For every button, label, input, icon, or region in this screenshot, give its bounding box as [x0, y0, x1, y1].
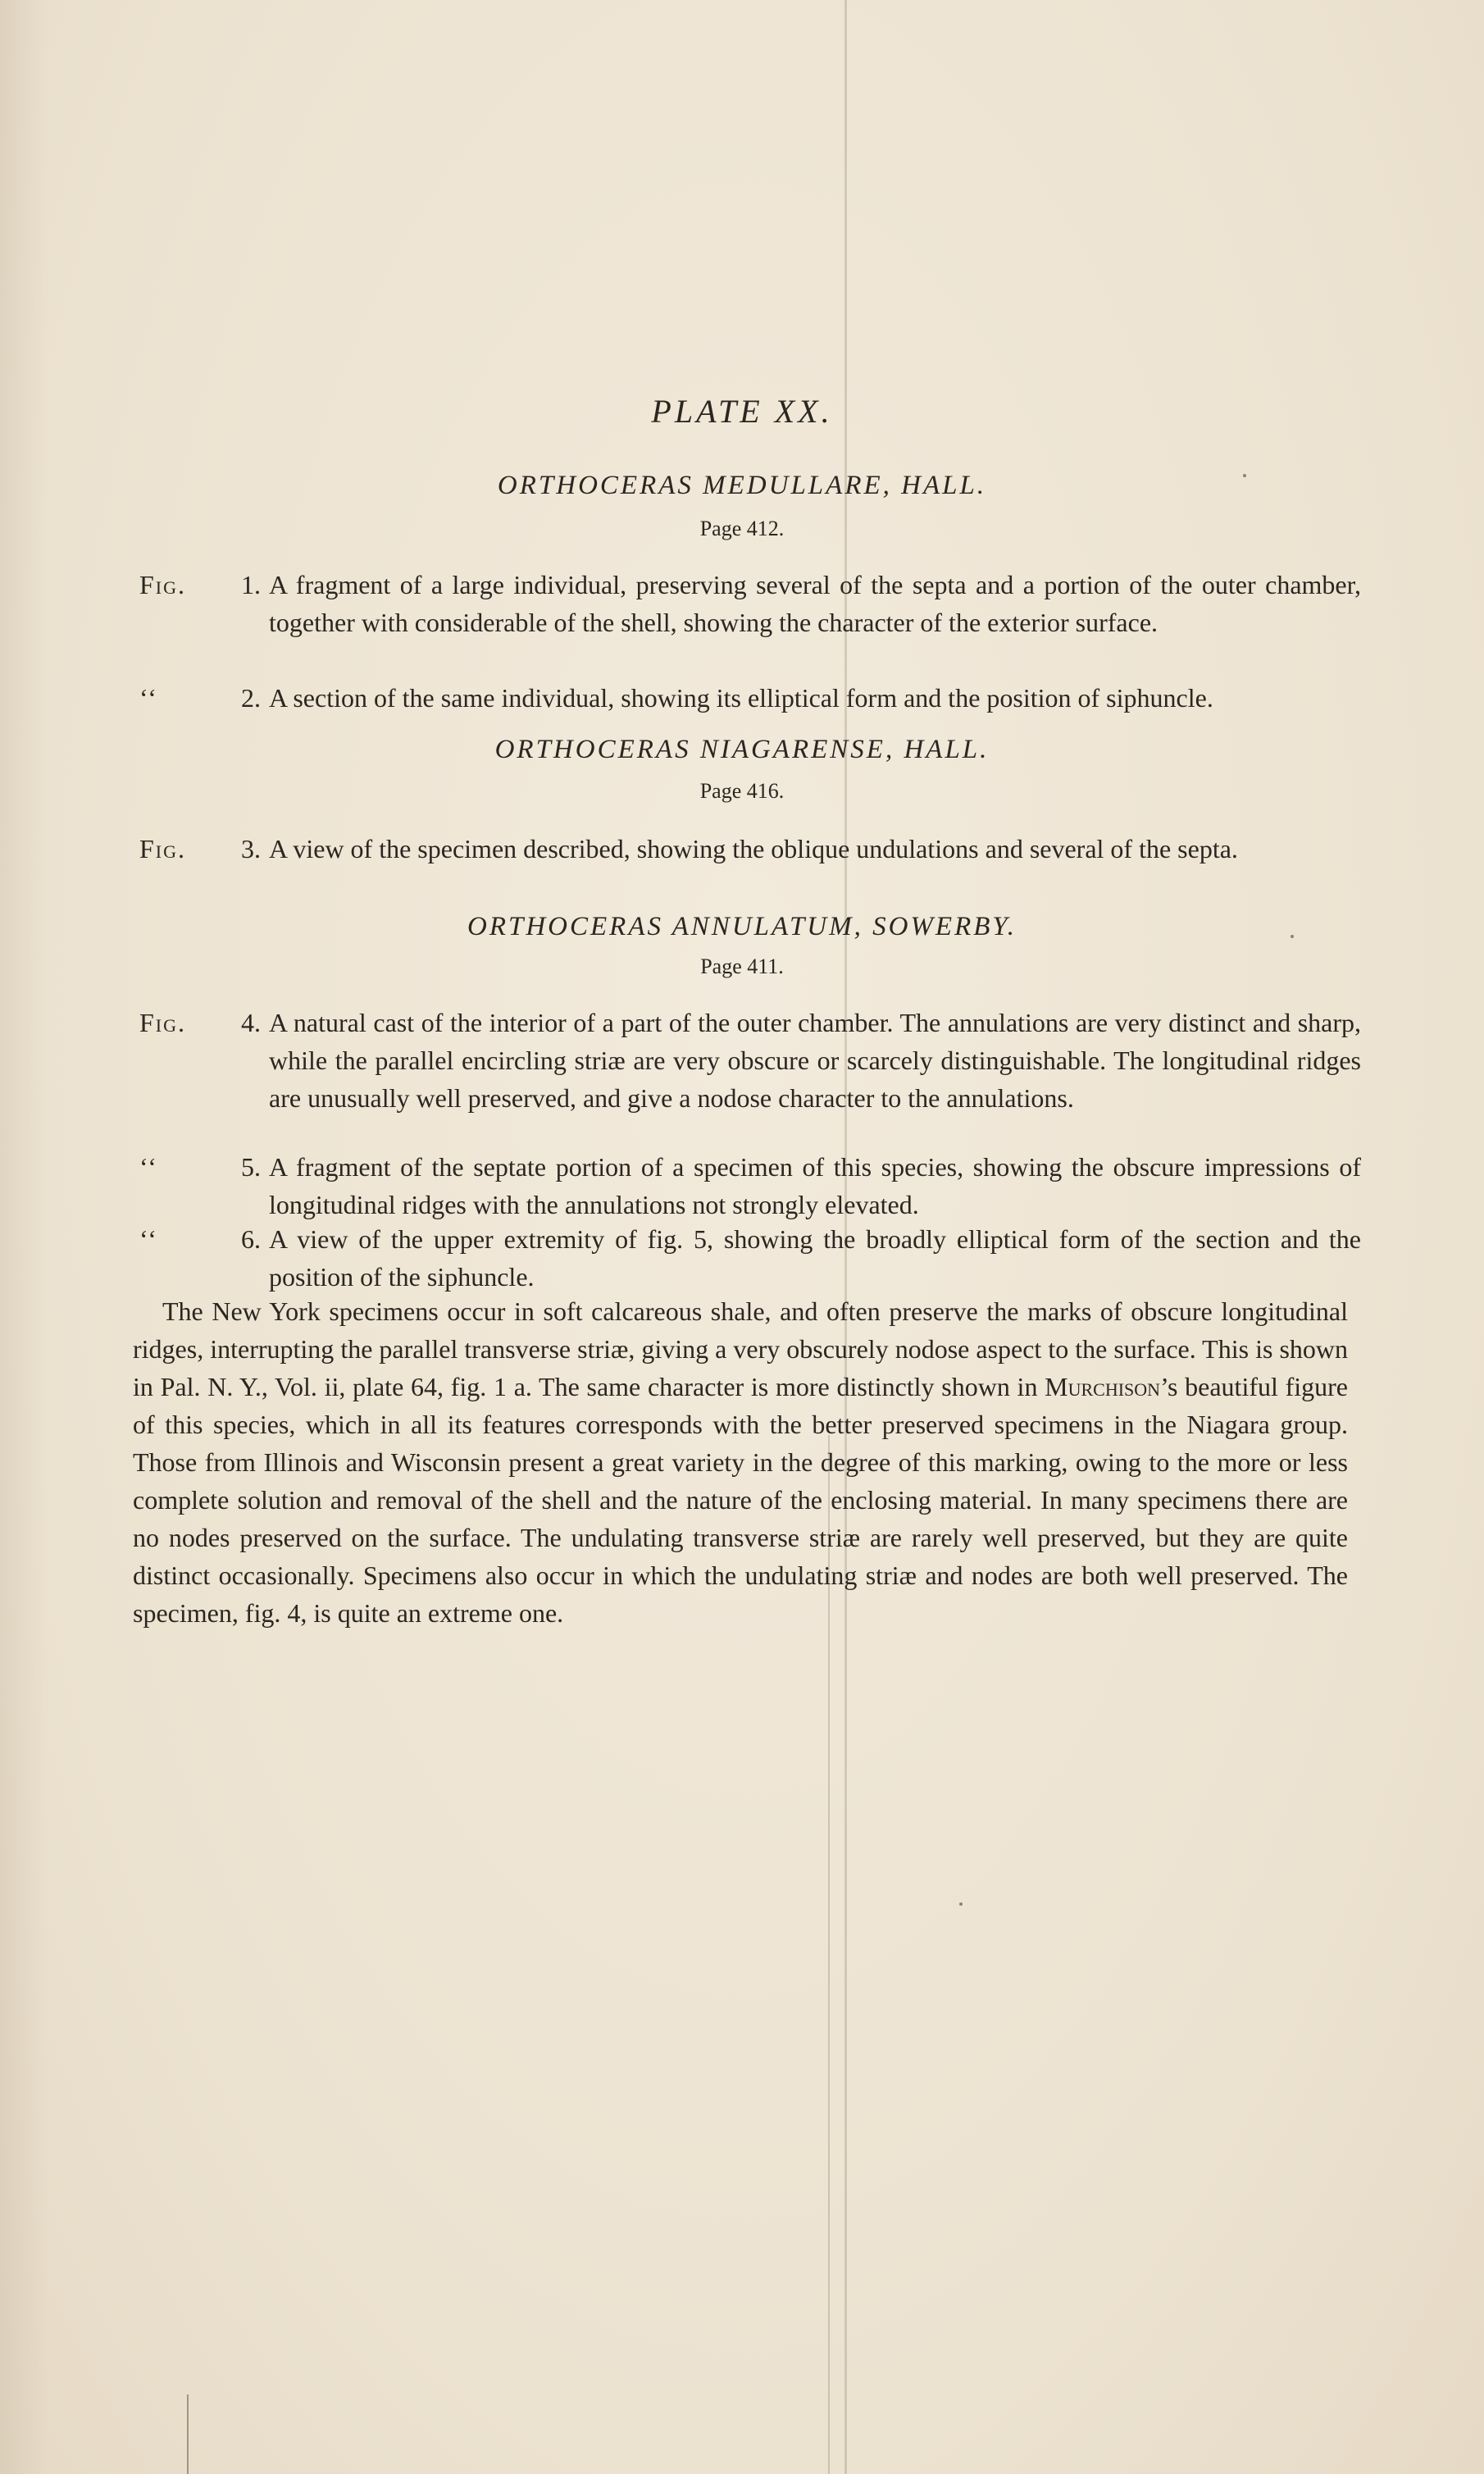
fig-number: 4. — [241, 1008, 261, 1037]
species-title: ORTHOCERAS ANNULATUM, SOWERBY. — [467, 912, 1017, 941]
fig-caption: A fragment of the septate portion of a specimen of this species, showing the obscure impressions of longitudinal ridges with the annulations not strongly elevated. — [269, 1152, 1361, 1219]
fold-crease — [187, 2394, 189, 2474]
fig-label: ‘‘ — [139, 683, 158, 713]
fig-caption: A view of the specimen described, showing the oblique undulations and several of the septa. — [269, 834, 1238, 863]
fig-number: 3. — [241, 834, 261, 863]
fig-caption: A fragment of a large individual, preserving several of the septa and a portion of the outer chamber, together with considerable of the shell, showing the character of the exterior surface. — [269, 570, 1361, 637]
fig-number: 1. — [241, 570, 261, 599]
remarks-text: The New York specimens occur in soft calcareous shale, and often preserve the marks of obscure longitudinal ridges, interrupting the parallel transverse striæ, giving a very obscurely nodose aspect to the surface. This is shown in Pal. N. Y., Vol. ii, plate 64, fig. 1 a. The same character is more distinctly shown in — [133, 1296, 1348, 1401]
page-reference: Page 412. — [699, 517, 785, 540]
page-reference: Page 411. — [700, 955, 784, 978]
plate-title: PLATE XX. — [651, 393, 833, 430]
fig-caption: A view of the upper extremity of fig. 5, showing the broadly elliptical form of the section and the position of the siphuncle. — [269, 1224, 1361, 1292]
fig-number: 2. — [241, 683, 261, 713]
fig-label: ‘‘ — [139, 1224, 158, 1254]
fig-caption: A natural cast of the interior of a part of the outer chamber. The annulations are very distinct and sharp, while the parallel encircling striæ are very obscure or scarcely distinguishable. The longitudinal ridges are unusually well preserved, and give a nodose character to the annulations. — [269, 1008, 1361, 1113]
figure-entry — [139, 679, 1361, 717]
fig-label: ‘‘ — [139, 1152, 158, 1182]
figure-entry — [139, 830, 1361, 868]
species-title: ORTHOCERAS NIAGARENSE, HALL. — [494, 735, 990, 764]
fig-label: Fig. — [139, 570, 187, 599]
fig-caption: A section of the same individual, showing its elliptical form and the position of siphuncle. — [269, 683, 1213, 713]
figure-entry — [139, 1148, 1361, 1223]
remarks-paragraph — [133, 1292, 1348, 1632]
figure-entry — [139, 566, 1361, 641]
figure-entry — [139, 1220, 1361, 1296]
fig-number: 6. — [241, 1224, 261, 1254]
remarks-text: ’s beautiful figure of this species, which in all its features corresponds with the better preserved specimens in the Niagara group. Those from Illinois and Wisconsin present a great variety in the degree of this marking, owing to the more or less complete solution and removal of the shell and the nature of the enclosing material. In many specimens there are no nodes preserved on the surface. The undulating transverse striæ are rarely well preserved, but they are quite distinct occasionally. Specimens also occur in which the undulating striæ and nodes are both well preserved. The specimen, fig. 4, is quite an extreme one. — [133, 1372, 1348, 1628]
fig-number: 5. — [241, 1152, 261, 1182]
paper-speck — [959, 1902, 963, 1906]
fig-label: Fig. — [139, 1008, 187, 1037]
page-reference: Page 416. — [699, 779, 785, 803]
fig-label: Fig. — [139, 834, 187, 863]
author-name: Murchison — [1045, 1372, 1161, 1401]
species-title: ORTHOCERAS MEDULLARE, HALL. — [497, 471, 987, 500]
figure-entry — [139, 1004, 1361, 1117]
